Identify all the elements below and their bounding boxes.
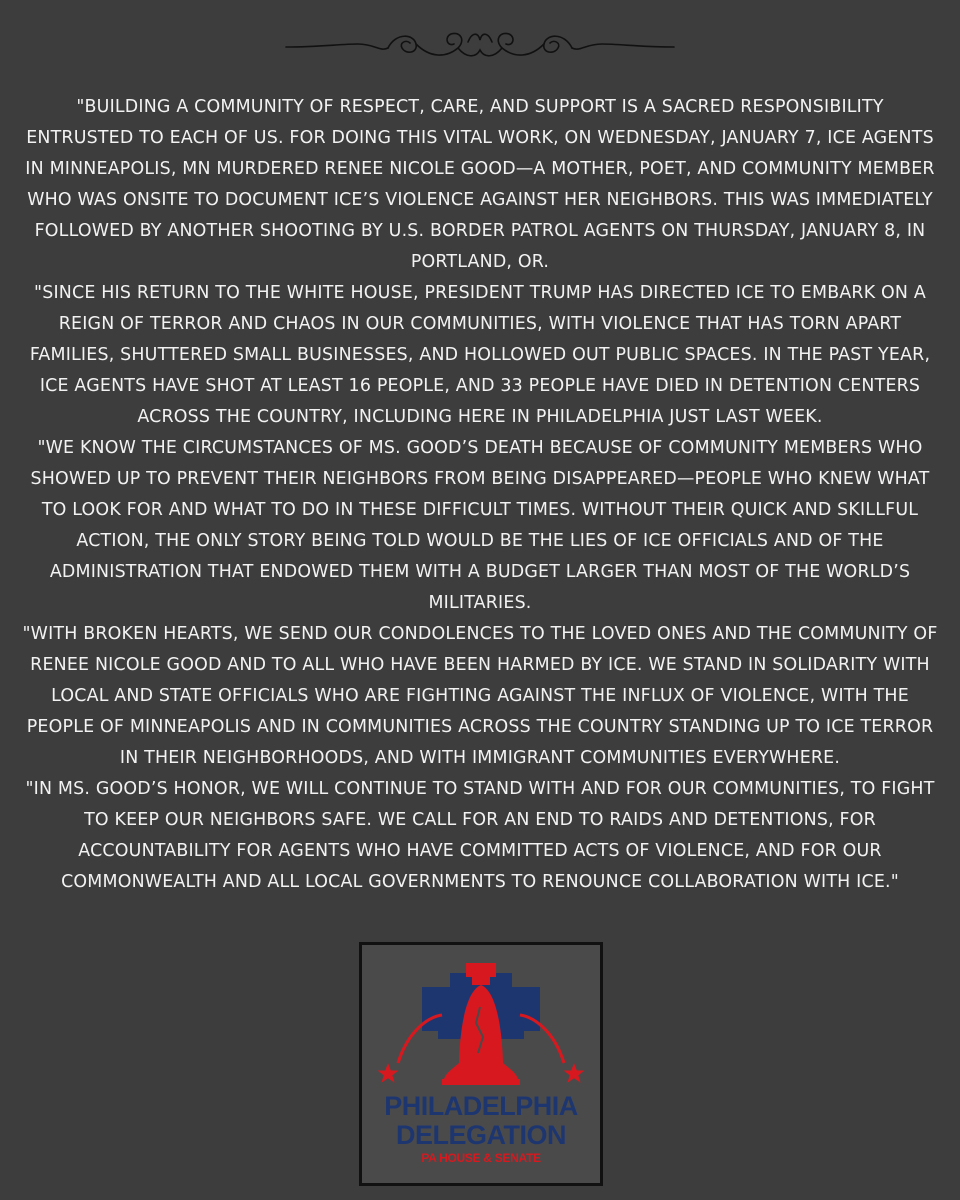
- philadelphia-delegation-logo: [359, 942, 603, 1186]
- statement-paragraph: "SINCE HIS RETURN TO THE WHITE HOUSE, PRESIDENT TRUMP HAS DIRECTED ICE TO EMBARK ON A REIGN OF TERROR AND CHAOS IN OUR COMMUNITIES, WITH VIOLENCE THAT HAS TORN APART FAMILIES, SHUTTERED SMALL BUSINESSES, AND HOLLOWED OUT PUBLIC SPACES. IN THE PAST YEAR, ICE AGENTS HAVE SHOT AT LEAST 16 PEOPLE, AND 33 PEOPLE HAVE DIED IN DETENTION CENTERS ACROSS THE COUNTRY, INCLUDING HERE IN PHILADELPHIA JUST LAST WEEK.: [29, 283, 931, 427]
- logo-subtitle: PA HOUSE & SENATE: [421, 1151, 541, 1165]
- statement-paragraph: "IN MS. GOOD’S HONOR, WE WILL CONTINUE TO STAND WITH AND FOR OUR COMMUNITIES, TO FIGHT TO KEEP OUR NEIGHBORS SAFE. WE CALL FOR AN END TO RAIDS AND DETENTIONS, FOR ACCOUNTABILITY FOR AGENTS WHO HAVE COMMITTED ACTS OF VIOLENCE, AND FOR OUR COMMONWEALTH AND ALL LOCAL GOVERNMENTS TO RENOUNCE COLLABORATION WITH ICE.": [25, 779, 935, 892]
- statement-paragraph: "BUILDING A COMMUNITY OF RESPECT, CARE, AND SUPPORT IS A SACRED RESPONSIBILITY ENTRUSTED TO EACH OF US. FOR DOING THIS VITAL WORK, ON WEDNESDAY, JANUARY 7, ICE AGENTS IN MINNEAPOLIS, MN MURDERED RENEE NICOLE GOOD—A MOTHER, POET, AND COMMUNITY MEMBER WHO WAS ONSITE TO DOCUMENT ICE’S VIOLENCE AGAINST HER NEIGHBORS. THIS WAS IMMEDIATELY FOLLOWED BY ANOTHER SHOOTING BY U.S. BORDER PATROL AGENTS ON THURSDAY, JANUARY 8, IN PORTLAND, OR.: [25, 97, 935, 272]
- logo-title-line2: DELEGATION: [396, 1120, 566, 1150]
- flourish-divider-icon: [280, 22, 680, 68]
- logo-title-line1: PHILADELPHIA: [384, 1091, 578, 1121]
- statement-paragraph: "WE KNOW THE CIRCUMSTANCES OF MS. GOOD’S DEATH BECAUSE OF COMMUNITY MEMBERS WHO SHOWED UP TO PREVENT THEIR NEIGHBORS FROM BEING DISAPPEARED—PEOPLE WHO KNEW WHAT TO LOOK FOR AND WHAT TO DO IN THESE DIFFICULT TIMES. WITHOUT THEIR QUICK AND SKILLFUL ACTION, THE ONLY STORY BEING TOLD WOULD BE THE LIES OF ICE OFFICIALS AND OF THE ADMINISTRATION THAT ENDOWED THEM WITH A BUDGET LARGER THAN MOST OF THE WORLD’S MILITARIES.: [30, 438, 930, 613]
- statement-paragraph: "WITH BROKEN HEARTS, WE SEND OUR CONDOLENCES TO THE LOVED ONES AND THE COMMUNITY OF RENEE NICOLE GOOD AND TO ALL WHO HAVE BEEN HARMED BY ICE. WE STAND IN SOLIDARITY WITH LOCAL AND STATE OFFICIALS WHO ARE FIGHTING AGAINST THE INFLUX OF VIOLENCE, WITH THE PEOPLE OF MINNEAPOLIS AND IN COMMUNITIES ACROSS THE COUNTRY STANDING UP TO ICE TERROR IN THEIR NEIGHBORHOODS, AND WITH IMMIGRANT COMMUNITIES EVERYWHERE.: [22, 624, 938, 768]
- statement-body: [20, 92, 940, 898]
